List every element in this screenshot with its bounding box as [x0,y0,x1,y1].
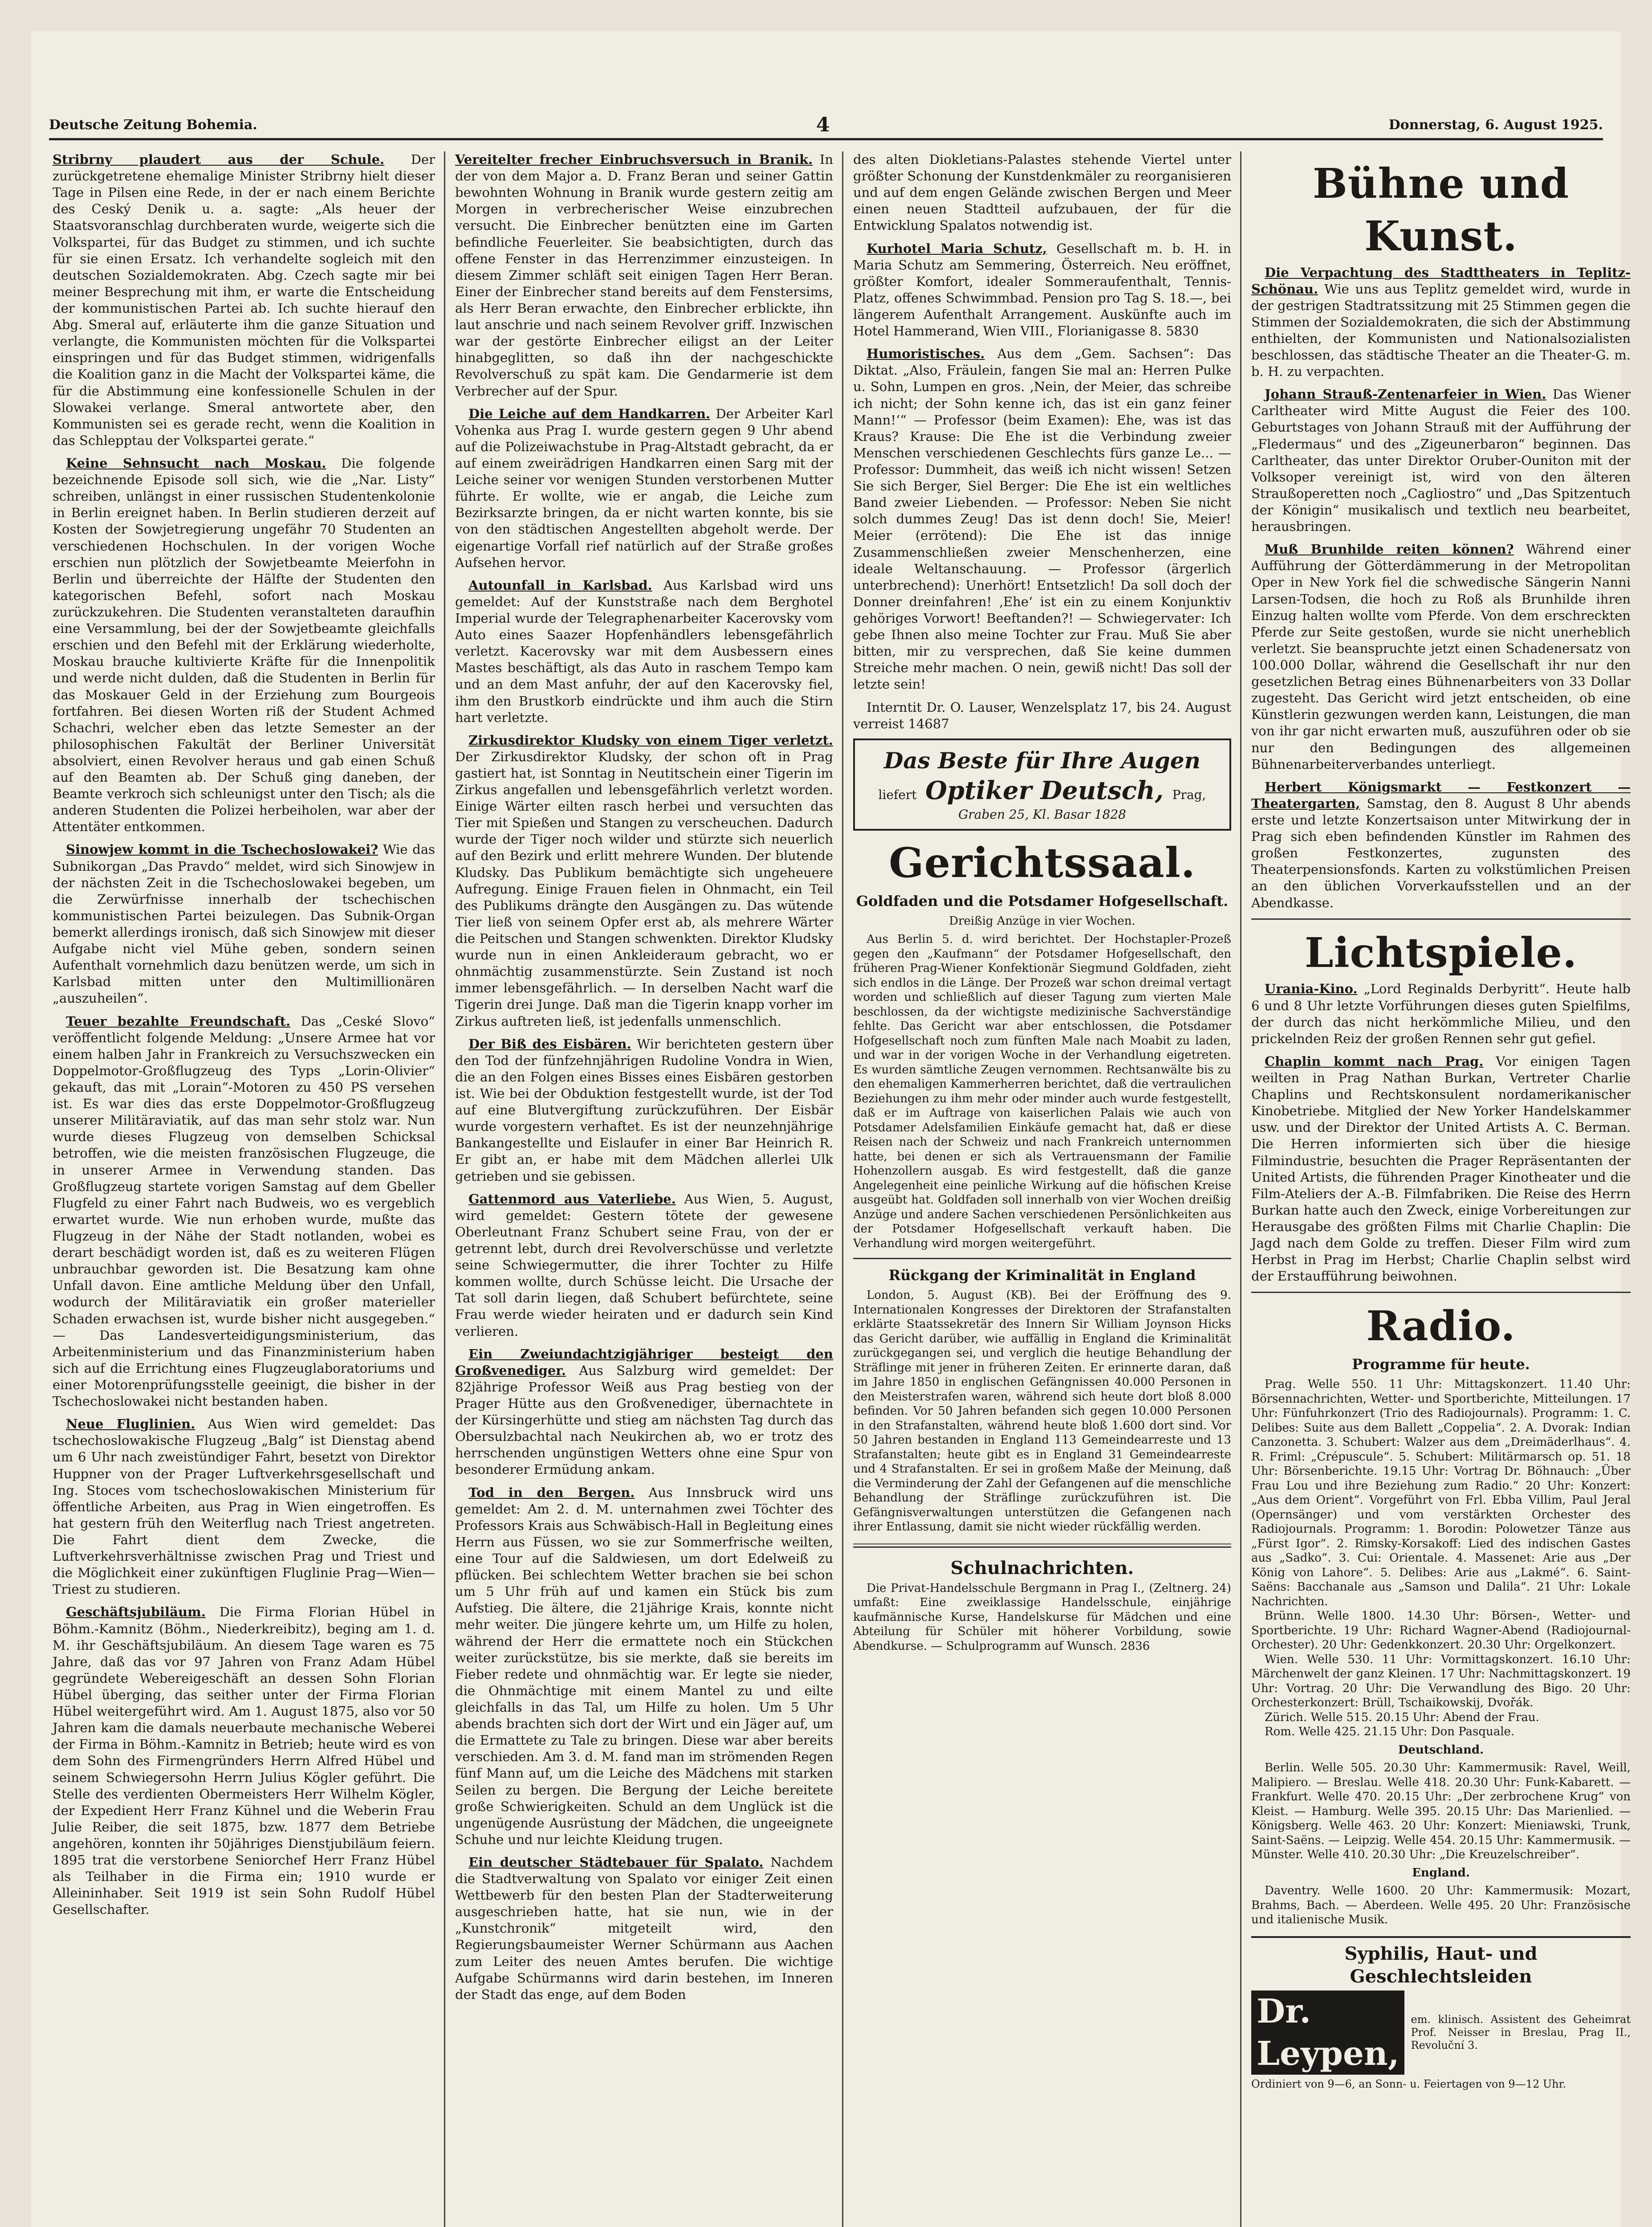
article [53,1416,435,1598]
article-body: Aus Innsbruck wird uns gemeldet: Am 2. d. M. unternahmen zwei Töchter des Professors Krais aus Schwäbisch-Hall in Begleitung eines Herrn aus Füssen, wo sie zur Sommerfrische weilten, eine Tour auf die Saldwiesen, um dort Edelweiß zu pflücken. Bei schlechtem Wetter brachen sie bei schon um 5 Uhr früh auf und kamen ein Stück bis zum Aufstieg. Die ältere, die 21jährige Krais, konnte nicht mehr weiter. Die jüngere kehrte um, um Hilfe zu holen, während der Herr die ermattete noch ein Stückchen weiter zurückstütze, bis sie merkte, daß sie bereits im Fieber redete und ohnmächtig war. Er legte sie nieder, die Ohnmächtige mit einem Mantel zu und eilte gleichfalls in das Tal, um Hilfe zu holen. Um 5 Uhr abends brachten sich dort der Wirt und ein Jäger auf, um die Ermattete zu Tale zu bringen. Diese war aber bereits verschieden. Am 3. d. M. fand man im strömenden Regen fünf Mann auf, um die Leiche des Mädchens mit starken Seilen zu bergen. Die Bergung der Leiche bereitete große Schwierigkeiten. Schuld an dem Unglück ist die ungenügende Ausrüstung der Mädchen, die ungeeignete Schuhe und nur leichte Kleidung trugen. [455,1485,833,1847]
ad-headline: Das Beste für Ihre Augen [883,747,1201,774]
article [853,1288,1231,1534]
article-body: Der Arbeiter Karl Vohenka aus Prag I. wurde gestern gegen 9 Uhr abend auf die Polizeiwachstube in Prag-Altstadt gebracht, da er auf einem zweirädrigen Handkarren einen Sarg mit der Leiche seiner vor wenigen Stunden verstorbenen Mutter führte. Er wollte, wie er angab, die Leiche zum Bezirksarzte bringen, da er nicht warten konnte, bis sie von den städtischen Angestellten abgeholt werde. Der eigenartige Vorfall rief natürlich auf der Straße großes Aufsehen hervor. [455,406,833,570]
ad-headline: Syphilis, Haut- und Geschlechtsleiden [1344,1943,1538,1987]
radio-region-heading: England. [1412,1866,1470,1880]
article [853,1581,1231,1654]
article-body: Interntit Dr. O. Lauser, Wenzelsplatz 17, bis 24. August verreist 14687 [853,699,1231,731]
article-lead: Die Verpachtung des Stadttheaters in Teplitz-Schönau. [1251,265,1631,297]
article-body: Der Zirkusdirektor Kludsky, der schon oft in Prag gastiert hat, ist Sonntag in Neutitschein einer Tigerin im Zirkus angefallen und lebensgefährlich verletzt worden. Einige Wärter eilten rasch herbei und versuchten das Tier mit Spießen und Stangen zu verscheuchen. Dadurch wurde der Tiger noch wilder und stürzte sich neuerlich auf den Bezirk und erlitt mehrere Wunden. Der blutende Kludsky. Das Publikum bemächtigte sich ungeheuere Aufregung. Einige Frauen fielen in Ohnmacht, ein Teil des Publikums drängte den Ausgängen zu. Das wütende Tier ließ von seinem Opfer erst ab, als mehrere Wärter die Peitschen und Stangen schwenkten. Direktor Kludsky wurde nun in einen Ankleideraum gebracht, wo er ohnmächtig zusammenstürzte. Sein Zustand ist noch immer lebensgefährlich. — In derselben Nacht warf die Tigerin drei Junge. Daß man die Tigerin knapp vorher im Zirkus auftreten ließ, ist jedenfalls unmenschlich. [455,749,833,1029]
masthead [49,111,1603,140]
article-lead: Autounfall in Karlsbad. [468,577,652,593]
article [53,841,435,1007]
radio-subtitle: Programme für heute. [1352,1356,1530,1373]
radio-station: Rom. Welle 425. 21.15 Uhr: Don Pasquale. [1265,1725,1515,1739]
article-lead: Zirkusdirektor Kludsky von einem Tiger verletzt. [468,732,833,748]
article-body: Die folgende bezeichnende Episode soll sich, wie die „Nar. Listy“ schreiben, unlängst in einer russischen Studentenkolonie in Berlin ereignet haben. In Berlin studieren derzeit auf Kosten der Sowjetregierung ungefähr 70 Studenten an verschiedenen Hochschulen. In der vorigen Woche erschien nun plötzlich der Sowjetbeamte Meierfohn in Berlin und überreichte der Hälfte der Studenten den kategorischen Befehl, sofort nach Moskau zurückzukehren. Die Studenten veranstalteten daraufhin eine Versammlung, bei der der Sowjetbeamte gleichfalls erschien und den Befehl mit der Erklärung wiederholte, Moskau brauche kultivierte Kräfte für die Innenpolitik und werde nicht dulden, daß die Studenten in Berlin für das Moskauer Geld in der Erziehung zum Bourgeois fortfahren. Bei diesen Worten riß der Student Achmed Schachri, welcher eben das letzte Semester an der philosophischen Fakultät der Berliner Universität absolviert, einen Revolver heraus und gab einen Schuß auf den Beamten ab. Der Schuß ging daneben, der Beamte verkroch sich schleunigst unter den Tisch; als die anderen Studenten die Polizei herbeiholen, war aber der Attentäter entkommen. [53,455,435,835]
radio-station: Daventry. Welle 1600. 20 Uhr: Kammermusik: Mozart, Brahms, Bach. — Aberdeen. Welle 495. 20 Uhr: Französische und italienische Musik. [1251,1884,1631,1927]
article-body: Das Wiener Carltheater wird Mitte August die Feier des 100. Geburtstages von Johann Strauß mit der Aufführung der „Fledermaus“ und des „Zigeunerbaron“ beginnen. Das Carltheater, das unter Direktor Oruber-Ouniton mit der Volksoper vereinigt ist, wird von den älteren Straußoperetten noch „Cagliostro“ und „Das Spitzentuch der Königin“ musikalisch und textlich neu bearbeitet, herausbringen. [1251,387,1631,534]
article [853,151,1231,234]
article-lead: Chaplin kommt nach Prag. [1265,1053,1484,1069]
article-body: Die Firma Florian Hübel in Böhm.-Kamnitz (Böhm., Niederkreibitz), beging am 1. d. M. ihr Geschäftsjubiläum. An diesem Tage waren es 75 Jahre, daß das vor 97 Jahren von Franz Adam Hübel gegründete Webereigeschäft an dessen Sohn Florian Hübel überging, das seither unter der Firma Florian Hübel weitergeführt wird. Am 1. August 1875, also vor 50 Jahren kam die damals neuerbaute mechanische Weberei der Firma in Böhm.-Kamnitz in Betrieb; heute wird es von dem Sohn des Firmengründers Herrn Alfred Hübel und seinem Schwiegersohn Herrn Julius Kögler geführt. Die Stelle des verdienten Obermeisters Herr Wilhelm Kögler, der Expedient Herr Franz Kühnel und die Weberin Frau Julie Reiber, die seit 1875, bzw. 1877 dem Betriebe angehören, konnten ihr 50jähriges Dienstjubiläum feiern. 1895 trat die verstorbene Seniorchef Herr Franz Hübel als Teilhaber in die Firma ein; 1910 wurde er Alleininhaber. Seit 1919 ist sein Sohn Rudolf Hübel Gesellschafter. [53,1604,435,1917]
radio-station: Zürich. Welle 515. 20.15 Uhr: Abend der Frau. [1265,1710,1539,1724]
section-title-schulnachrichten: Schulnachrichten. [950,1557,1134,1578]
column-3 [850,151,1241,2227]
article [455,1485,833,1848]
ad-liefert: liefert [878,787,917,802]
notice [853,699,1231,732]
article [455,1036,833,1185]
article [853,346,1231,693]
article-body: Aus Wien, 5. August, wird gemeldet: Gestern tötete der gewesene Oberleutnant Franz Schubert seine Frau, von der er getrennt lebt, durch drei Revolverschüsse und verletzte seine Schwiegermutter, die ihrer Tochter zu Hilfe kommen wollte, durch Schüsse leicht. Die Ursache der Tat soll darin liegen, daß Schubert befürchtete, seine Frau werde wieder heiraten und er dadurch sein Kind verlieren. [455,1191,834,1339]
article [455,1191,833,1340]
article-lead: Ein Zweiundachtzigjähriger besteigt den Großvenediger. [455,1346,833,1378]
article [1251,1053,1631,1285]
page-number: 4 [816,113,830,136]
article [455,1346,833,1478]
article-body: Aus Salzburg wird gemeldet: Der 82jährige Professor Weiß aus Prag bestieg von der Prager Hütte aus den Großvenediger, übernachtete in der Kürsingerhütte und stieg am nächsten Tag durch das Obersulzbachtal nach Neukirchen ab, wo er trotz des herrschenden ungünstigen Wetters ohne eine Spur von besonderer Ermüdung ankam. [455,1362,834,1477]
ad-address: Graben 25, Kl. Basar [958,807,1090,822]
leypen-advertisement [1251,1936,1631,2092]
ad-description: em. klinisch. Assistent des Geheimrat Prof. Neisser in Breslau, Prag II., Revoluční 3. [1411,2013,1631,2052]
article-lead: Sinowjew kommt in die Tschechoslowakei? [66,842,378,857]
article-body: Die Privat-Handelsschule Bergmann in Prag I., (Zeltnerg. 24) umfaßt: Eine zweiklassige Handelsschule, einjährige kaufmännische Kurse, Handelskurse für Mädchen und eine Abteilung für Schüler mit höherer Vorbildung, sowie Abendkurse. — Schulprogramm auf Wunsch. 2836 [853,1581,1231,1653]
optiker-advertisement [853,738,1231,831]
article [1251,541,1631,773]
article-lead: Stribrny plaudert aus der Schule. [53,152,385,167]
article-body: Gesellschaft m. b. H. in Maria Schutz am Semmering, Österreich. Neu eröffnet, größter Komfort, idealer Sommeraufenthalt, Tennis-Platz, offenes Schwimmbad. Pension pro Tag S. 18.—, bei längerem Aufenthalt Arrangement. Auskünfte auch im Hotel Hammerand, Wien VIII., Florianigasse 8. 5830 [853,241,1232,339]
article-body: Während einer Aufführung der Götterdämmerung in der Metropolitan Oper in New York fiel die schwedische Sängerin Nanni Larsen-Todsen, die hoch zu Roß als Brunhilde ihren Einzug halten wollte vom Pferde. Von dem erschreckten Pferde zur Seite gestoßen, wurde sie nicht unerheblich verletzt. Sie beanspruchte jetzt einen Schadenersatz von 100.000 Dollar, während die Gesellschaft ihr nur den gesetzlichen Betrag eines Bühnenarbeiters von 33 Dollar zugesteht. Das Gericht wird jetzt entscheiden, ob eine Künstlerin gezwungen werden kann, Leistungen, die man von ihr gar nicht erwarten muß, auszuführen oder ob sie nur den Bedingungen des allgemeinen Bühnenarbeiterverbandes unterliegt. [1251,542,1631,772]
column-1 [49,151,445,2227]
article-body: Nachdem die Stadtverwaltung von Spalato vor einiger Zeit einen Wettbewerb für den besten Plan der Stadterweiterung ausgeschrieben hatte, hat sie nun, wie in der „Kunstchronik“ mitgeteilt wird, den Regierungsbaumeister Werner Schürmann aus Aachen zum Leiter des neuen Amtes berufen. Die wichtige Aufgabe Schürmanns wird darin bestehen, im Inneren der Stadt das enge, auf dem Boden [455,1854,833,2002]
column-4 [1248,151,1640,2227]
article-body: In der von dem Major a. D. Franz Beran und seiner Gattin bewohnten Wohnung in Branik wurde gestern zeitig am Morgen in verbrecherischer Weise einzubrechen versucht. Die Einbrecher benützten eine im Garten befindliche Feuerleiter. Sie beabsichtigten, durch das offene Fenster in das Herrenzimmer einzusteigen. In diesem Zimmer schläft seit einigen Tagen Herr Beran. Einer der Einbrecher stand bereits auf dem Fenstersims, als Herr Beran erwachte, den Einbrecher erblickte, ihn laut anschrie und nach seinem Revolver griff. Inzwischen war der gestörte Einbrecher eiligst an der Leiter hinabgeglitten, so daß ihn der nachgeschickte Revolverschuß zu spät kam. Die Gendarmerie ist dem Verbrecher auf der Spur. [455,152,833,399]
section-title-buehne: Bühne und Kunst. [1312,159,1570,260]
ad-city: Prag, [1172,787,1206,802]
article-lead: Gattenmord aus Vaterliebe. [468,1191,676,1207]
article [1251,779,1631,911]
article-lead: Urania-Kino. [1265,981,1358,997]
ad-company [864,775,1221,807]
article-body: Aus Karlsbad wird uns gemeldet: Auf der Kunststraße nach dem Berghotel Imperial wurde der Telegraphenarbeiter Kacerovsky vom Auto eines Saazer Hopfenhändlers lebensgefährlich verletzt. Kacerovsky war mit dem Ausbessern eines Mastes beschäftigt, als das Auto in raschem Tempo kam und an dem Mast anfuhr, der auf den Kacerovsky fiel, ihm den Brustkorb eindrückte und ihm auch die Stirn hart verletzte. [455,577,833,725]
article [455,151,833,400]
article-lead: Die Leiche auf dem Handkarren. [468,406,711,421]
article-body: Aus dem „Gem. Sachsen“: Das Diktat. „Also, Fräulein, fangen Sie mal an: Herren Pulke u. Sohn, Lumpen en gros. ‚Nein, der Meier, das schreibe ich nicht; der Sohn kenne ich, das ist ein ganz feiner Mann!‘“ — Professor (beim Examen): Ehe, was ist das Kraus? Krause: Die Ehe ist die Verbindung zweier Menschen verschiedenen Geschlechts fürs ganze Le... — Professor: Dummheit, das weiß ich nicht wissen! Setzen Sie sich Berger, Siel Berger: Die Ehe ist ein weltliches Band zweier Liebenden. — Professor: Neben Sie nicht solch dummes Zeug! Das ist denn doch! Sie, Meier! Meier (errötend): Die Ehe ist das innige Zusammenschließen zweier Menschenherzen, eine ideale Weltanschauung. — Professor (ärgerlich unterbrechend): Unerhört! Entsetzlich! Da soll doch der Donner dreinfahren! ‚Ehe‘ ist ein zu einem Konjunktiv gehöriges Vorwort! Beeftanden?! — Schwiegervater: Ich gebe Ihnen also meine Tochter zur Frau. Muß Sie aber bitten, mir zu versprechen, daß Sie keine dummen Streiche mehr machen. O nein, gewiß nicht! Das soll der letzte sein! [853,346,1231,692]
article [53,151,435,449]
article-lead: Teuer bezahlte Freundschaft. [66,1013,291,1029]
divider [1251,1292,1631,1293]
section-title-lichtspiele: Lichtspiele. [1304,928,1578,977]
advertisement [853,241,1231,340]
divider [853,1258,1231,1259]
article-body: Aus Berlin 5. d. wird berichtet. Der Hochstapler-Prozeß gegen den „Kaufmann“ der Potsdamer Hofgesellschaft, den früheren Prag-Wiener Konfektionär Siegmund Goldfaden, zieht sich endlos in die Länge. Der Prozeß war schon dreimal vertagt worden und schließlich auf dieser Tagung zum vierten Male beschlossen, da der wichtigste medizinische Sachverständige fehlte. Das Gericht war aber entschlossen, die Potsdamer Hofgesellschaft noch zum fünften Male nach Moabit zu laden, und war in der vorigen Woche in der Verhandlung eigetreten. Es wurden sämtliche Zeugen vernommen. Rechtsanwälte bis zu den ehemaligen Kammerherren berichtet, daß die vertraulichen Beziehungen zu ihm mehr oder minder auch wurde festgestellt, daß er im Auftrage von kaiserlichen Palais wie auch von Potsdamer Adelsfamilien Einkäufe gemacht hat, daß er diese Reisen nach der Schweiz und nach Frankreich unternommen hatte, bei denen er sich als Vertrauensmann der Familie Hohenzollern ausgab. Es wird festgestellt, daß die ganze Angelegenheit eine peinliche Wirkung auf die höfischen Kreise ausgeübt hat. Goldfaden soll innerhalb von vier Wochen dreißig Anzüge und andere Sachen verschiedenen Persönlichkeiten aus der Potsdamer Hofgesellschaft verkauft haben. Die Verhandlung wird morgen weitergeführt. [853,933,1231,1250]
article-lead: Tod in den Bergen. [468,1485,635,1500]
article-subheadline: Dreißig Anzüge in vier Wochen. [949,914,1135,928]
article [1251,981,1631,1047]
article-body: Der zurückgetretene ehemalige Minister Stribrny hielt dieser Tage in Pilsen eine Rede, in der er nach einem Berichte des Ceský Denik u. a. sagte: „Als heuer der Staatsvoranschlag durchberaten wurde, weigerte sich die Volkspartei, für das Budget zu stimmen, und ich suchte für sie einen Ersatz. Ich verhandelte sogleich mit den deutschen Sozialdemokraten. Abg. Czech sagte mir bei meiner Besprechung mit ihm, er warte die Entscheidung der kommunistischen Partei ab. Ich suchte hierauf den Abg. Smeral auf, erläuterte ihm die ganze Situation und verlangte, die Kommunisten möchten für die Volkspartei einspringen und für das Budget stimmen, widrigenfalls die Koalition ganz in die Macht der Volkspartei käme, die für die Abstimmung eine konfessionelle Schulen in der Slowakei verlange. Smeral antwortete aber, den Kommunisten sei es gerade recht, wenn die Koalition in das Schlepptau der Volkspartei gerate.“ [53,152,435,448]
radio-station: Brünn. Welle 1800. 14.30 Uhr: Börsen-, Wetter- und Sportberichte. 19 Uhr: Richard Wagner-Abend (Radiojournal-Orchester). 20 Uhr: Gedenkkonzert. 20.30 Uhr: Orgelkonzert. [1251,1609,1631,1652]
paper-name: Deutsche Zeitung Bohemia. [49,117,257,133]
columns [49,151,1631,2227]
article [1251,386,1631,535]
article-lead: Johann Strauß-Zentenarfeier in Wien. [1265,387,1546,402]
divider [853,1543,1231,1548]
article-lead: Kurhotel Maria Schutz, [867,241,1047,256]
article-body: London, 5. August (KB). Bei der Eröffnung des 9. Internationalen Kongresses der Direktoren der Strafanstalten erklärte Staatssekretär des Innern Sir William Joynson Hicks das Gericht darüber, wie auffällig in England die Kriminalität zurückgegangen sei, und verglich die heutige Behandlung der Sträflinge mit jener in früheren Zeiten. Er erinnerte daran, daß im Jahre 1850 in englischen Gefängnissen 40.000 Personen in den Meisterstrafen waren, während sich heute dort bloß 8.000 befinden. Vor 50 Jahren befanden sich gegen 10.000 Personen in den Strafanstalten, während heute bloß 1.600 dort sind. Vor 50 Jahren bestanden in England 113 Gemeindearreste und 13 Strafanstalten; heute gibt es in England 31 Gemeindearreste und 4 Strafanstalten. Er sei in großem Maße der Meinung, daß die Verminderung der Zahl der Gefangenen auf die menschliche Behandlung der Sträflinge zurückzuführen ist. Die Gefängnisverwaltungen unterstützen die Gefangenen nach ihrer Entlassung, damit sie nicht wieder rückfällig werden. [853,1289,1231,1534]
article-body: Wie uns aus Teplitz gemeldet wird, wurde in der gestrigen Stadtratssitzung mit 25 Stimmen gegen die Stimmen der Sozialdemokraten, die sich der Abstimmung enthielten, der Kommunisten und Nationalsozialisten beschlossen, das städtische Theater an die Theater-G. m. b. H. zu verpachten. [1251,281,1631,379]
ad-row [1251,1990,1631,2075]
article-lead: Muß Brunhilde reiten können? [1265,542,1514,557]
article [455,1854,833,2003]
ad-hours: Ordiniert von 9—6, an Sonn- u. Feiertagen von 9—12 Uhr. [1251,2078,1566,2091]
article-lead: Neue Fluglinien. [66,1416,195,1432]
article-headline: Goldfaden und die Potsdamer Hofgesellschaft. [856,892,1229,910]
article-lead: Herbert Königsmarkt — Festkonzert — Theatergarten, [1251,779,1631,811]
article-lead: Ein deutscher Städtebauer für Spalato. [468,1854,764,1870]
article-lead: Geschäftsjubiläum. [66,1604,206,1620]
radio-station: Prag. Welle 550. 11 Uhr: Mittagskonzert. 11.40 Uhr: Börsennachrichten, Wetter- und Sportberichte, Mitteilungen. 17 Uhr: Fünfuhrkonzert (Trio des Radiojournals). Programm: 1. C. Delibes: Suite aus dem Ballett „Coppelia“. 2. A. Dvorak: Indian Canzonetta. 3. Schubert: Walzer aus dem „Dreimäderlhaus“. 4. R. Friml: „Crépuscule“. 5. Schubert: Militärmarsch op. 51. 18 Uhr: Börsenberichte. 19.15 Uhr: Vortrag Dr. Böhnauch: „Über Frau Lou und ihre Beziehung zum Radio.“ 20 Uhr: Konzert: „Aus dem Orient“. Vorgeführt von Frl. Ebba Villim, Paul Jeral (Opernsänger) und vom verstärkten Orchester des Radiojournals. Programm: 1. Borodin: Polowetzer Tänze aus „Fürst Igor“. 2. Rimsky-Korsakoff: Lied des indischen Gastes aus „Sadko“. 3. Cui: Orientale. 4. Massenet: Arie aus „Der König von Lahore“. 5. Delibes: Arie aus „Lakmé“. 6. Saint-Saëns: Bacchanale aus „Samson und Dalila“. 21 Uhr: Lokale Nachrichten. [1251,1378,1631,1608]
article-headline: Rückgang der Kriminalität in England [888,1267,1196,1284]
radio-station: Wien. Welle 530. 11 Uhr: Vormittagskonzert. 16.10 Uhr: Märchenwelt der ganz Kleinen. 17 Uhr: Nachmittagskonzert. 19 Uhr: Vortrag. 20 Uhr: Die Verwandlung des Bigo. 20 Uhr: Orchesterkonzert: Brüll, Tschaikowskij, Dvořák. [1251,1652,1631,1710]
article [455,732,833,1030]
ad-address-row [864,807,1221,823]
article-body: „Lord Reginalds Derbyritt“. Heute halb 6 und 8 Uhr letzte Vorführungen dieses guten Spielfilms, der durch das nicht herkömmliche Milieu, und den prickelnden Reiz der großen Rennen sehr gut gefiel. [1251,981,1631,1046]
ad-company-name: Optiker Deutsch, [925,775,1164,805]
article-lead: Humoristisches. [867,346,985,362]
article [53,1604,435,1918]
article-body: Aus Wien wird gemeldet: Das tschechoslowakische Flugzeug „Balg“ ist Dienstag abend um 6 Uhr nach zweistündiger Fahrt, besetzt von Direktor Huppner von der Prager Luftverkehrsgesellschaft und Ing. Stoces vom tschechoslowakischen Ministerium für öffentliche Arbeiten, aus Prag in Wien eingetroffen. Es hat gestern früh den Weiterflug nach Triest angetreten. Die Fahrt dient dem Zwecke, die Luftverkehrsverhältnisse zwischen Prag und Triest und die Möglichkeit einer zukünftigen Fluglinie Prag—Wien—Triest zu studieren. [53,1416,435,1597]
article-body: Wie das Subnikorgan „Das Pravdo“ meldet, wird sich Sinowjew in der nächsten Zeit in die Tschechoslowakei begeben, um die Zerwürfnisse innerhalb der tschechischen kommunistischen Partei beizulegen. Das Subnik-Organ bemerkt allerdings ironisch, daß sich Sinowjew mit dieser Aufgabe nicht viel Mühe geben, sondern seinen Aufenthalt vornehmlich dazu benützen werde, um sich in Karlsbad mitten unter den Multimillionären „auszuheilen“. [53,842,435,1006]
article [455,406,833,571]
newspaper-page [31,31,1631,2227]
article-lead: Der Biß des Eisbären. [468,1036,631,1052]
article [53,455,435,836]
article [853,932,1231,1251]
divider [1251,918,1631,920]
article-lead: Keine Sehnsucht nach Moskau. [66,455,326,471]
section-title-radio: Radio. [1366,1302,1516,1350]
radio-program [1251,1377,1631,1927]
article [1251,265,1631,380]
ad-code: 1828 [1094,807,1126,822]
radio-region-heading: Deutschland. [1398,1743,1484,1757]
article-body: des alten Diokletians-Palastes stehende Viertel unter größter Schonung der Kunstdenkmäler zu reorganisieren und auf dem engen Gelände zwischen Bergen und Meer einen neuen Stadtteil aufzubauen, der für die Entwicklung Spalatos notwendig ist. [853,152,1231,233]
article-body: Das „Ceské Slovo“ veröffentlicht folgende Meldung: „Unsere Armee hat vor einem halben Jahr in Frankreich zu Versuchszwecken ein Doppelmotor-Großflugzeug des Typs „Lorin-Olivier“ gekauft, das mit „Lorain“-Motoren zu 450 PS versehen ist. Es war dies das erste Doppelmotor-Großflugzeug unserer Militäraviatik, auf das man sehr stolz war. Nun wurde dieses Flugzeug von demselben Schicksal betroffen, wie die meisten französischen Flugzeuge, die in unserer Armee in Verwendung standen. Das Großflugzeug startete vorigen Samstag auf dem Gbeller Flugfeld zu einer Fahrt nach Budweis, wo es vergeblich erwartet wurde. Wie nun erhoben wurde, mußte das Flugzeug in der Nähe der Stadt notlanden, wobei es derart beschädigt worden ist, daß es zu weiteren Flügen unbrauchbar geworden ist. Die Besatzung kam ohne Unfall davon. Eine amtliche Meldung über den Unfall, wodurch der Militäraviatik ein großer materieller Schaden erwachsen ist, wurde bisher nicht ausgegeben.“ — Das Landesverteidigungsministerium, das Arbeitenministerium und das Finanzministerium haben sich auf die Errichtung eines Flugzeuglaboratoriums und einer Motorenprüfungsstelle geeinigt, die bisher in der Tschechoslowakei nicht bestanden haben. [53,1013,435,1409]
radio-station: Berlin. Welle 505. 20.30 Uhr: Kammermusik: Ravel, Weill, Malipiero. — Breslau. Welle 418. 20.30 Uhr: Funk-Kabarett. — Frankfurt. Welle 470. 20.15 Uhr: „Der zerbrochene Krug“ von Kleist. — Hamburg. Welle 395. 20.15 Uhr: Das Marienlied. — Königsberg. Welle 463. 20 Uhr: Konzert: Mieniawski, Trunk, Saint-Saëns. — Leipzig. Welle 454. 20.15 Uhr: Kammermusik. — Münster. Welle 410. 20.30 Uhr: „Die Kreuzelschreiber“. [1251,1761,1631,1862]
article-body: Vor einigen Tagen weilten in Prag Nathan Burkan, Vertreter Charlie Chaplins und Rechtskonsulent nordamerikanischer Kinobetriebe. Mitglied der New Yorker Handelskammer usw. und der Direktor der United Artists A. C. Berman. Die Herren informierten sich über die hiesige Filmindustrie, besuchten die Prager Repräsentanten der United Artists, die führenden Prager Kinotheater und die Film-Ateliers der A.-B. Filmfabriken. Die Reise des Herrn Burkan hatte auch den Zweck, einige Vorbereitungen zur Herausgabe des größten Films mit Charlie Chaplin: Die Jagd nach dem Golde zu treffen. Dieser Film wird zum Herbst in Prag im Herbst; Charlie Chaplin selbst wird der Erstaufführung beiwohnen. [1251,1053,1631,1284]
article-lead: Vereitelter frecher Einbruchsversuch in Branik. [455,152,813,167]
issue-date: Donnerstag, 6. August 1925. [1388,117,1603,133]
article-body: Samstag, den 8. August 8 Uhr abends erste und letzte Konzertsaison unter Mitwirkung der in Prag sich eben befindenden Künstler im Rahmen des großen Festkonzertes, zugunsten des Theaterpensionsfonds. Karten zu volkstümlichen Preisen an den üblichen Vorverkaufsstellen und an der Abendkasse. [1251,795,1631,910]
ad-doctor-name: Dr. Leypen, [1251,1990,1404,2075]
article [455,577,833,726]
article [53,1013,435,1410]
column-2 [452,151,843,2227]
section-title-gerichtssaal: Gerichtssaal. [889,839,1196,887]
article-body: Wir berichteten gestern über den Tod der fünfzehnjährigen Rudoline Vondra in Wien, die an den Folgen eines Bisses eines Eisbären gestorben ist. Wie bei der Obduktion festgestellt wurde, ist der Tod auf eine Blutvergiftung zurückzuführen. Der Eisbär wurde vorgestern verhaftet. Es ist der neunzehnjährige Bankangestellte und Eislaufer in einer Bar Heinrich R. Er gibt an, er habe mit dem Mädchen allerlei Ulk getrieben und sie gebissen. [455,1036,833,1184]
